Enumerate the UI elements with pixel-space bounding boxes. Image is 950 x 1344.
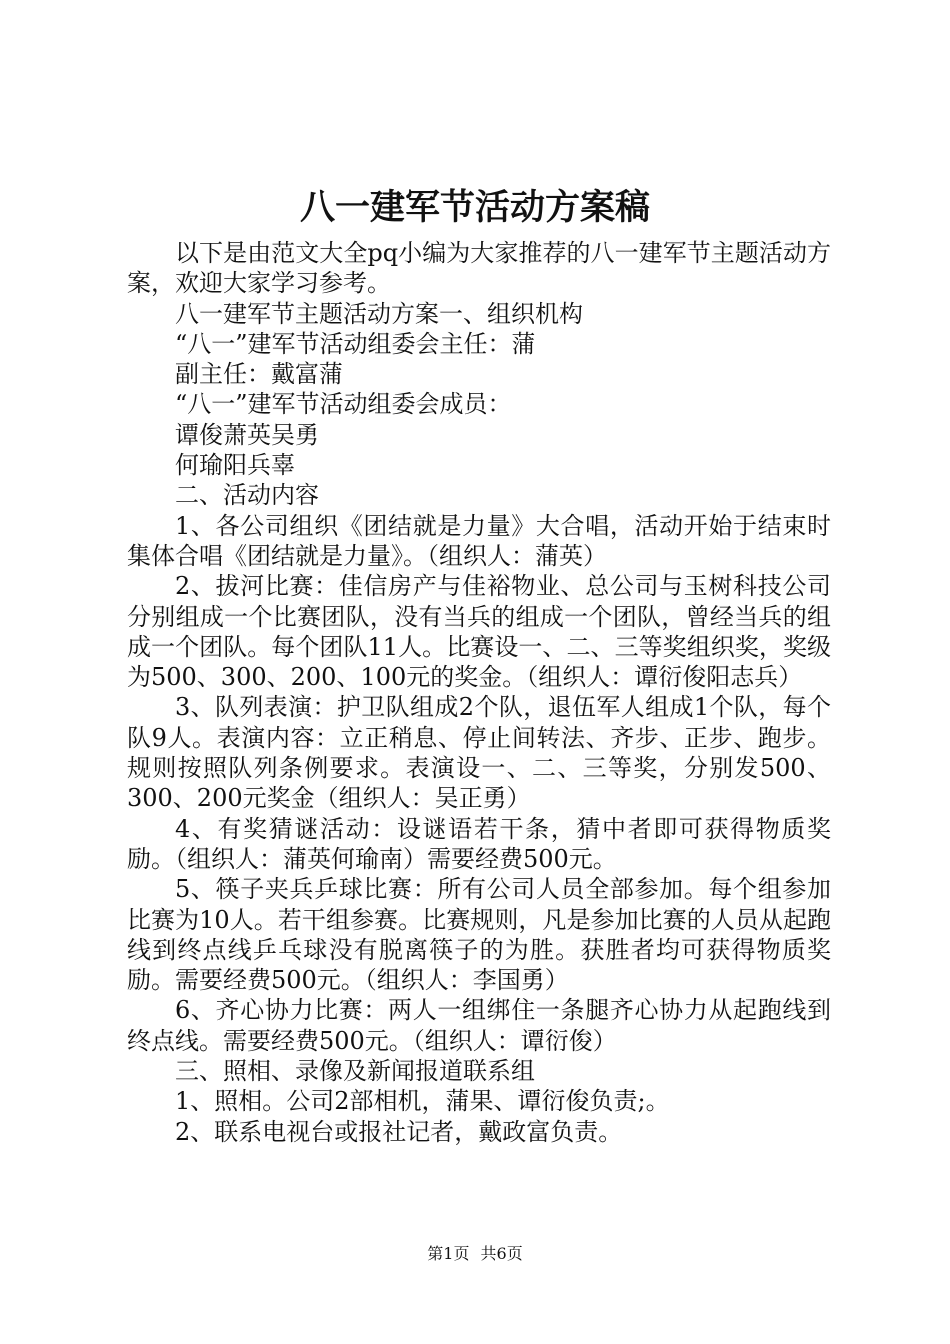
- paragraph-item-2: 2、拔河比赛：佳信房产与佳裕物业、总公司与玉树科技公司分别组成一个比赛团队，没有当兵的组成一个团队，曾经当兵的组成一个团队。每个团队11人。比赛设一、二、三等奖组织奖，奖级为500、300、200、100元的奖金。（组织人：谭衍俊阳志兵）: [127, 572, 831, 692]
- page-total: 共6页: [480, 1244, 523, 1263]
- paragraph-item-1: 1、各公司组织《团结就是力量》大合唱，活动开始于结束时集体合唱《团结就是力量》。（组织人：蒲英）: [127, 511, 831, 570]
- paragraph-item-3: 3、队列表演：护卫队组成2个队，退伍军人组成1个队，每个队9人。表演内容：立正稍息、停止间转法、齐步、正步、跑步。规则按照队列条例要求。表演设一、二、三等奖，分别发500、300、200元奖金（组织人：吴正勇）: [127, 693, 831, 813]
- paragraph-director: “八一”建军节活动组委会主任：蒲: [175, 329, 536, 358]
- page-footer: [0, 1244, 950, 1264]
- document-body: [127, 238, 831, 1147]
- paragraph-media-2: 2、联系电视台或报社记者，戴政富负责。: [175, 1117, 623, 1146]
- paragraph-plan-heading: 八一建军节主题活动方案一、组织机构: [175, 299, 583, 328]
- paragraph-deputy: 副主任：戴富蒲: [175, 360, 343, 389]
- section-heading-media: 三、照相、录像及新闻报道联系组: [175, 1057, 535, 1086]
- paragraph-item-5: 5、筷子夹兵乒球比赛：所有公司人员全部参加。每个组参加比赛为10人。若干组参赛。比赛规则，凡是参加比赛的人员从起跑线到终点线乒乓球没有脱离筷子的为胜。获胜者均可获得物质奖励。需要经费500元。（组织人：李国勇）: [127, 875, 831, 995]
- page-number: 第1页: [427, 1244, 470, 1263]
- paragraph-item-6: 6、齐心协力比赛：两人一组绑住一条腿齐心协力从起跑线到终点线。需要经费500元。（组织人：谭衍俊）: [127, 996, 831, 1055]
- paragraph-members-label: “八一”建军节活动组委会成员：: [175, 390, 512, 419]
- section-heading-activities: 二、活动内容: [175, 481, 319, 510]
- paragraph-intro: 以下是由范文大全pq小编为大家推荐的八一建军节主题活动方案，欢迎大家学习参考。: [127, 239, 831, 298]
- paragraph-members-1: 谭俊萧英吴勇: [175, 420, 319, 449]
- paragraph-media-1: 1、照相。公司2部相机，蒲果、谭衍俊负责;。: [175, 1087, 670, 1116]
- paragraph-members-2: 何瑜阳兵辜: [175, 451, 295, 480]
- document-title: 八一建军节活动方案稿: [299, 187, 650, 228]
- paragraph-item-4: 4、有奖猜谜活动：设谜语若干条，猜中者即可获得物质奖励。（组织人：蒲英何瑜南）需要经费500元。: [127, 814, 831, 873]
